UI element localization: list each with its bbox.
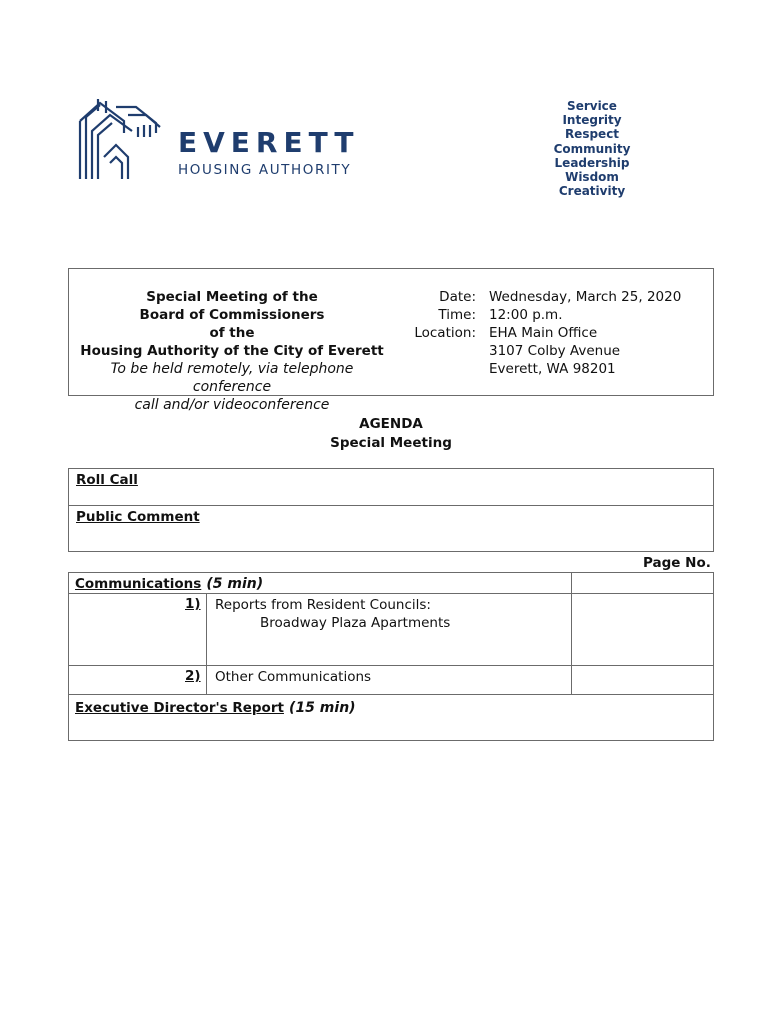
item-number: 1) <box>185 596 201 612</box>
meeting-title <box>72 288 392 414</box>
meta-value: 3107 Colby Avenue <box>489 343 621 359</box>
values-list <box>540 99 644 198</box>
page-no-header: Page No. <box>643 555 711 571</box>
title-line: Special Meeting of the <box>146 289 318 305</box>
roll-call-label: Roll Call <box>76 472 138 488</box>
divider <box>68 665 714 666</box>
remote-note-line: call and/or videoconference <box>134 397 330 413</box>
value-item: Wisdom <box>565 170 619 185</box>
title-line: Board of Commissioners <box>139 307 325 323</box>
value-item: Service <box>567 99 617 113</box>
meta-label: Date: <box>439 289 476 305</box>
divider <box>68 740 714 741</box>
logo-subtitle: HOUSING AUTHORITY <box>178 162 352 178</box>
agenda-subheading: Special Meeting <box>330 435 452 451</box>
logo-wordmark: EVERETT <box>178 126 360 159</box>
divider <box>206 593 207 694</box>
divider <box>68 572 69 740</box>
communications-time: (5 min) <box>206 576 264 592</box>
item-text: Other Communications <box>215 669 372 685</box>
divider <box>68 593 714 594</box>
exec-report-heading <box>75 697 356 716</box>
value-item: Respect <box>564 127 620 142</box>
public-comment-row <box>68 505 714 552</box>
title-line: of the <box>209 325 255 341</box>
meta-value: Wednesday, March 25, 2020 <box>489 289 682 305</box>
agenda-title <box>0 415 770 453</box>
meta-value: 12:00 p.m. <box>489 307 563 323</box>
value-item: Integrity <box>562 113 622 128</box>
value-item: Leadership <box>554 155 630 170</box>
divider <box>571 572 572 695</box>
item-number: 2) <box>185 668 201 684</box>
meta-label: Location: <box>414 325 476 341</box>
meeting-meta-labels <box>380 288 476 342</box>
value-item: Community <box>553 141 631 156</box>
divider <box>713 572 714 740</box>
title-line: Housing Authority of the City of Everett <box>80 343 384 359</box>
remote-note-line: To be held remotely, via telephone conference <box>110 361 354 395</box>
meta-value: Everett, WA 98201 <box>489 361 616 377</box>
meeting-meta-values <box>489 288 681 378</box>
item-text: Reports from Resident Councils: <box>215 597 431 613</box>
communications-label: Communications <box>75 576 202 592</box>
communications-heading <box>75 573 263 592</box>
divider <box>68 694 714 695</box>
value-item: Creativity <box>558 184 626 199</box>
meta-value: EHA Main Office <box>489 325 598 341</box>
public-comment-label: Public Comment <box>76 509 200 525</box>
meta-label: Time: <box>438 307 476 323</box>
exec-report-time: (15 min) <box>289 700 356 716</box>
roll-call-row <box>68 468 714 506</box>
agenda-heading: AGENDA <box>359 416 423 432</box>
item-subtext: Broadway Plaza Apartments <box>260 615 451 631</box>
exec-report-label: Executive Director's Report <box>75 700 284 716</box>
